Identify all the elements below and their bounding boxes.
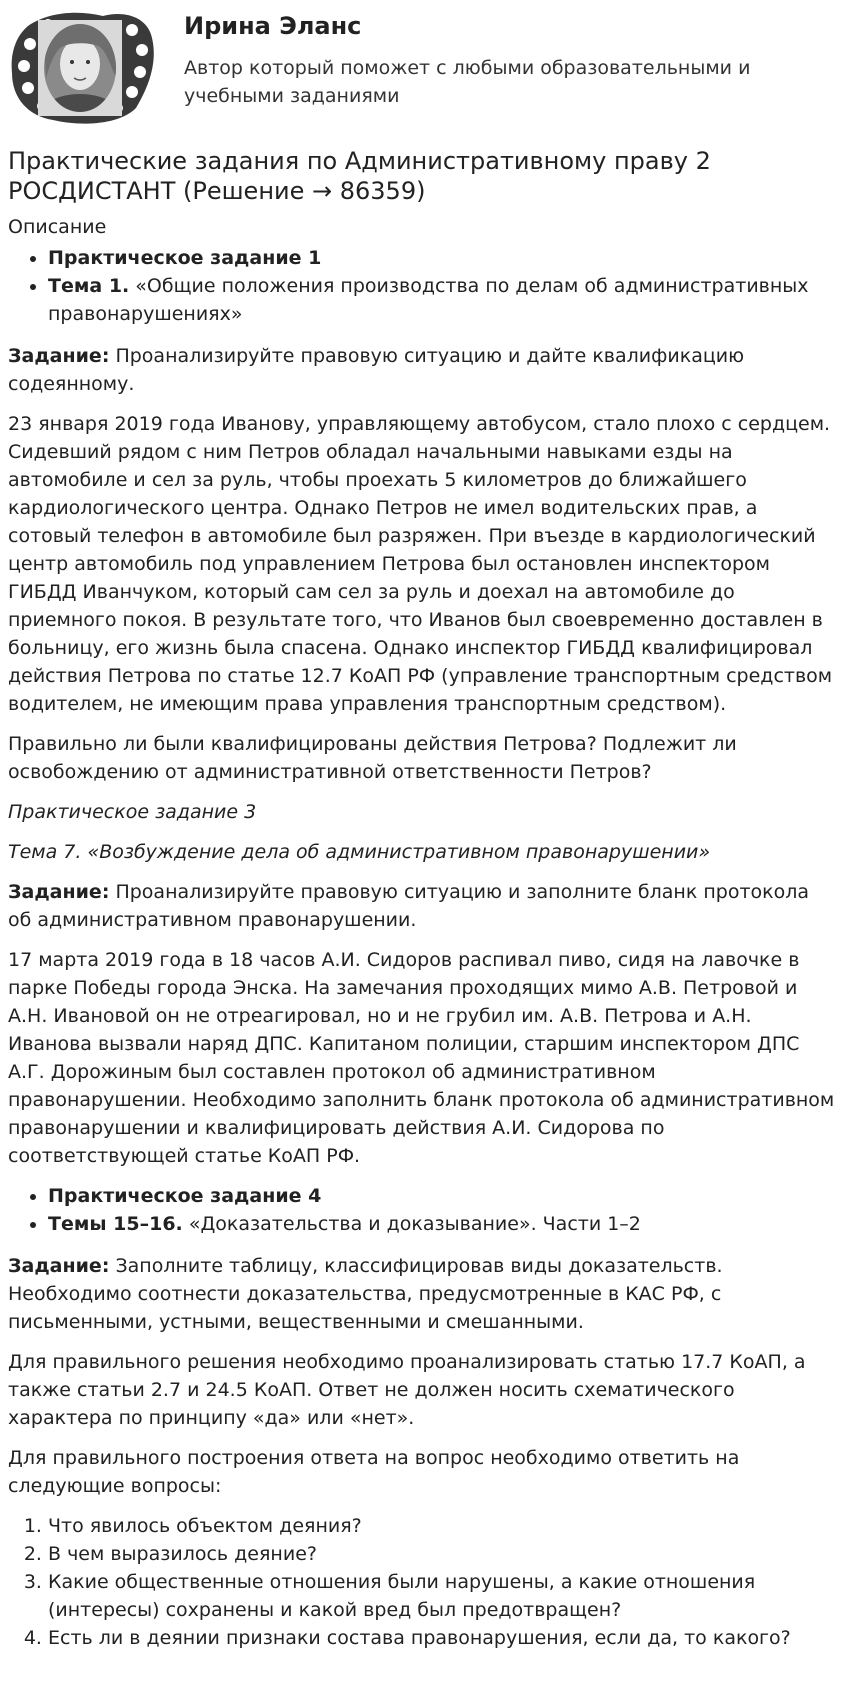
task-text: Заполните таблицу, классифицировав виды доказательств. Необходимо соотнести доказательства, предусмотренные в КАС РФ, с письменными, устными, вещественными и смешанными.: [8, 1255, 723, 1333]
article-paragraph: Для правильного решения необходимо проанализировать статью 17.7 КоАП, а также статьи 2.7 и 24.5 КоАП. Ответ не должен носить схематического характера по принципу «да» или «нет».: [8, 1351, 806, 1429]
practical-task-1-heading: Практическое задание 1: [48, 247, 322, 269]
author-avatar: [8, 8, 158, 126]
author-name[interactable]: Ирина Эланс: [184, 12, 362, 40]
topic-1-text: «Общие положения производства по делам об административных правонарушениях»: [48, 275, 809, 325]
task-text: Проанализируйте правовую ситуацию и заполните бланк протокола об административном правонарушении.: [8, 881, 810, 931]
question-item: 3. Какие общественные отношения были нарушены, а какие отношения (интересы) сохранены и какой вред был предотвращен?: [48, 1568, 838, 1624]
task-text: Проанализируйте правовую ситуацию и дайте квалификацию содеянному.: [8, 345, 745, 395]
topics-15-16-text: «Доказательства и доказывание». Части 1–2: [182, 1213, 641, 1235]
document-content: [8, 146, 838, 1666]
question-item: 2. В чем выразилось деяние?: [48, 1540, 838, 1568]
questions-list: [8, 1512, 838, 1652]
topic-1-label: Тема 1.: [48, 275, 130, 297]
description-label: Описание: [8, 216, 107, 238]
section1-list: [8, 244, 838, 328]
list-item: [48, 1182, 838, 1210]
question-item: 4. Есть ли в деянии признаки состава правонарушения, если да, то какого?: [48, 1624, 838, 1652]
list-item: [48, 272, 838, 328]
section4-list: [8, 1182, 838, 1238]
practical-task-4-heading: Практическое задание 4: [48, 1185, 322, 1207]
list-item: [48, 244, 838, 272]
question1-paragraph: Правильно ли были квалифицированы действия Петрова? Подлежит ли освобождению от административной ответственности Петров?: [8, 733, 737, 783]
task-label: Задание:: [8, 881, 110, 903]
list-item: [48, 1210, 838, 1238]
task-label: Задание:: [8, 345, 110, 367]
questions-intro-paragraph: Для правильного построения ответа на вопрос необходимо ответить на следующие вопросы:: [8, 1447, 740, 1497]
practical-task-3-heading: Практическое задание 3: [8, 801, 257, 823]
case1-paragraph: 23 января 2019 года Иванову, управляющему автобусом, стало плохо с сердцем. Сидевший рядом с ним Петров обладал начальными навыками езды на автомобиле и сел за руль, чтобы проехать 5 километров до ближайшего кардиологического центра. Однако Петров не имел водительских прав, а сотовый телефон в автомобиле был разряжен. При въезде в кардиологический центр автомобиль под управлением Петрова был остановлен инспектором ГИБДД Иванчуком, который сам сел за руль и доехал на автомобиле до приемного покоя. В результате того, что Иванов был своевременно доставлен в больницу, его жизнь была спасена. Однако инспектор ГИБДД квалифицировал действия Петрова по статье 12.7 КоАП РФ (управление транспортным средством водителем, не имеющим права управления транспортным средством).: [8, 413, 833, 715]
page-title: Практические задания по Административному праву 2 РОСДИСТАНТ (Решение → 86359): [8, 147, 711, 205]
author-bio: Автор который поможет с любыми образовательными и учебными заданиями: [184, 57, 751, 107]
topics-15-16-label: Темы 15–16.: [48, 1213, 183, 1235]
task1-paragraph: [8, 342, 838, 398]
task3-paragraph: [8, 878, 838, 934]
author-card: [8, 8, 838, 128]
topic-7-heading: Тема 7. «Возбуждение дела об административном правонарушении»: [8, 841, 711, 863]
task4-paragraph: [8, 1252, 838, 1336]
case3-paragraph: 17 марта 2019 года в 18 часов А.И. Сидоров распивал пиво, сидя на лавочке в парке Победы города Энска. На замечания проходящих мимо А.В. Петровой и А.Н. Ивановой он не отреагировал, но и не грубил им. А.В. Петрова и А.Н. Иванова вызвали наряд ДПС. Капитаном полиции, старшим инспектором ДПС А.Г. Дорожиным был составлен протокол об административном правонарушении. Необходимо заполнить бланк протокола об административном правонарушении и квалифицировать действия А.И. Сидорова по соответствующей статье КоАП РФ.: [8, 949, 835, 1167]
task-label: Задание:: [8, 1255, 110, 1277]
question-item: 1. Что явилось объектом деяния?: [48, 1512, 838, 1540]
